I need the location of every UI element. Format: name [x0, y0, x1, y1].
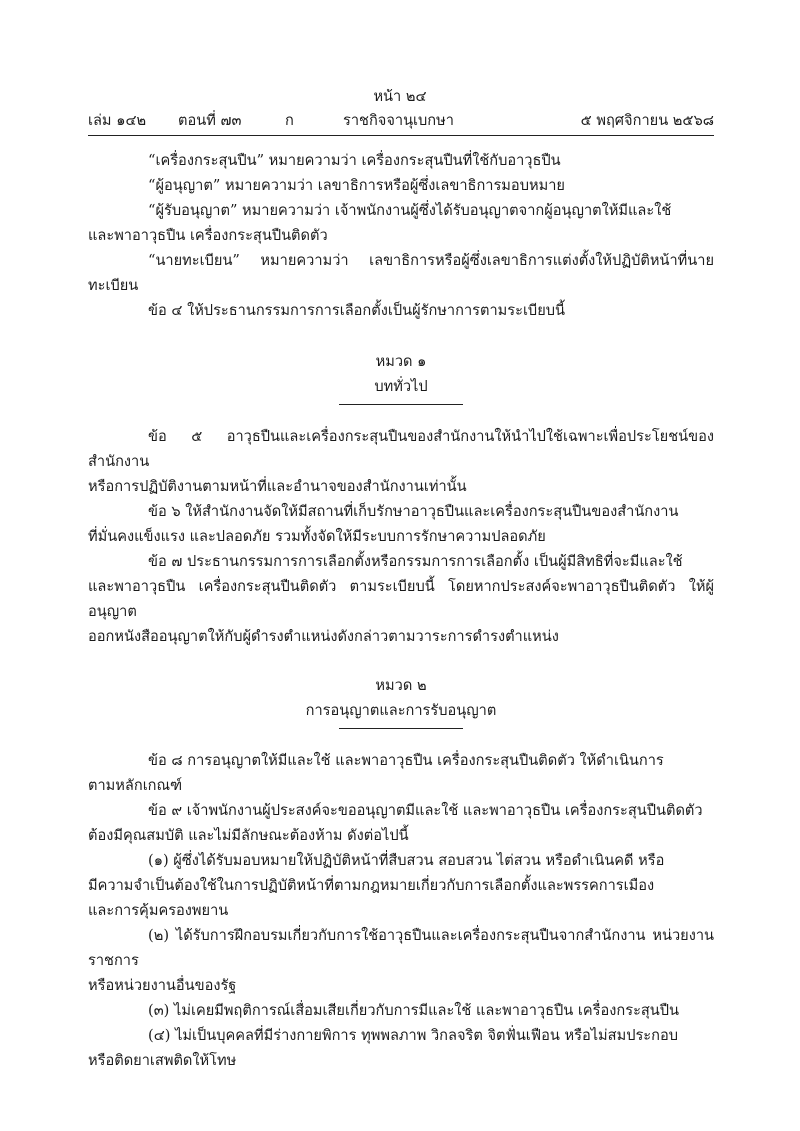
- chapter-number: หมวด ๑: [375, 353, 427, 370]
- chapter-number: หมวด ๒: [375, 677, 427, 694]
- clause-line: ข้อ ๙ เจ้าพนักงานผู้ประสงค์จะขออนุญาตมีและใช้ และพาอาวุธปืน เครื่องกระสุนปืนติดตัว: [148, 802, 703, 819]
- page-number: หน้า ๒๔: [373, 88, 427, 105]
- clause-line: ตามหลักเกณฑ์: [88, 777, 183, 794]
- clause-line: หรือหน่วยงานอื่นของรัฐ: [88, 977, 237, 994]
- clause-line: ออกหนังสืออนุญาตให้กับผู้ดำรงตำแหน่งดังกล่าวตามวาระการดำรงตำแหน่ง: [88, 628, 559, 645]
- chapter-title: การอนุญาตและการรับอนุญาต: [305, 702, 497, 719]
- clause-line: และการคุ้มครองพยาน: [88, 902, 229, 919]
- clause-line: มีความจำเป็นต้องใช้ในการปฏิบัติหน้าที่ตามกฎหมายเกี่ยวกับการเลือกตั้งและพรรคการเมือง: [88, 877, 655, 894]
- clause-line: (๔) ไม่เป็นบุคคลที่มีร่างกายพิการ ทุพพลภาพ วิกลจริต จิตฟั่นเฟือน หรือไม่สมประกอบ: [148, 1027, 679, 1044]
- clause-line: (๑) ผู้ซึ่งได้รับมอบหมายให้ปฏิบัติหน้าที่สืบสวน สอบสวน ไต่สวน หรือดำเนินคดี หรือ: [148, 852, 665, 869]
- definition-line: และพาอาวุธปืน เครื่องกระสุนปืนติดตัว: [88, 227, 328, 244]
- clause-line: ข้อ ๘ การอนุญาตให้มีและใช้ และพาอาวุธปืน เครื่องกระสุนปืนติดตัว ให้ดำเนินการ: [148, 752, 664, 769]
- publication-date: ๕ พฤศจิกายน ๒๕๖๘: [580, 112, 714, 129]
- document-body: [88, 148, 714, 1073]
- clause-line: (๒) ได้รับการฝึกอบรมเกี่ยวกับการใช้อาวุธปืนและเครื่องกระสุนปืนจากสำนักงาน หน่วยงานราชการ: [88, 927, 714, 969]
- gazette-header: [88, 108, 714, 133]
- definition-line: “นายทะเบียน” หมายความว่า เลขาธิการหรือผู้ซึ่งเลขาธิการแต่งตั้งให้ปฏิบัติหน้าที่นายทะเบียน: [88, 252, 714, 294]
- clause-line: (๓) ไม่เคยมีพฤติการณ์เสื่อมเสียเกี่ยวกับการมีและใช้ และพาอาวุธปืน เครื่องกระสุนปืน: [148, 1002, 680, 1019]
- definition-line: “ผู้อนุญาต” หมายความว่า เลขาธิการหรือผู้ซึ่งเลขาธิการมอบหมาย: [148, 177, 565, 194]
- clause-line: ต้องมีคุณสมบัติ และไม่มีลักษณะต้องห้าม ดังต่อไปนี้: [88, 827, 409, 844]
- issue-label: ตอนที่ ๗๓: [178, 112, 242, 129]
- clause-line: หรือการปฏิบัติงานตามหน้าที่และอำนาจของสำนักงานเท่านั้น: [88, 478, 467, 495]
- volume-label: เล่ม ๑๔๒: [88, 112, 147, 129]
- clause-line: ข้อ ๗ ประธานกรรมการการเลือกตั้งหรือกรรมการการเลือกตั้ง เป็นผู้มีสิทธิที่จะมีและใช้: [148, 553, 683, 570]
- chapter-title: บททั่วไป: [374, 378, 428, 395]
- clause-line: ที่มั่นคงแข็งแรง และปลอดภัย รวมทั้งจัดให้มีระบบการรักษาความปลอดภัย: [88, 528, 546, 545]
- definition-line: “เครื่องกระสุนปืน” หมายความว่า เครื่องกระสุนปืนที่ใช้กับอาวุธปืน: [148, 152, 561, 169]
- clause-line: ข้อ ๔ ให้ประธานกรรมการการเลือกตั้งเป็นผู้รักษาการตามระเบียบนี้: [148, 302, 565, 319]
- clause-line: หรือติดยาเสพติดให้โทษ: [88, 1052, 237, 1069]
- header-rule: [88, 135, 714, 136]
- clause-line: ข้อ ๖ ให้สำนักงานจัดให้มีสถานที่เก็บรักษาอาวุธปืนและเครื่องกระสุนปืนของสำนักงาน: [148, 503, 679, 520]
- section-label: ก: [285, 112, 294, 129]
- publication-name: ราชกิจจานุเบกษา: [343, 112, 454, 129]
- clause-line: ข้อ ๕ อาวุธปืนและเครื่องกระสุนปืนของสำนักงานให้นำไปใช้เฉพาะเพื่อประโยชน์ของสำนักงาน: [88, 428, 714, 470]
- clause-line: และพาอาวุธปืน เครื่องกระสุนปืนติดตัว ตามระเบียบนี้ โดยหากประสงค์จะพาอาวุธปืนติดตัว ให้ผู้อนุญาต: [88, 578, 714, 620]
- definition-line: “ผู้รับอนุญาต” หมายความว่า เจ้าพนักงานผู้ซึ่งได้รับอนุญาตจากผู้อนุญาตให้มีและใช้: [148, 202, 672, 219]
